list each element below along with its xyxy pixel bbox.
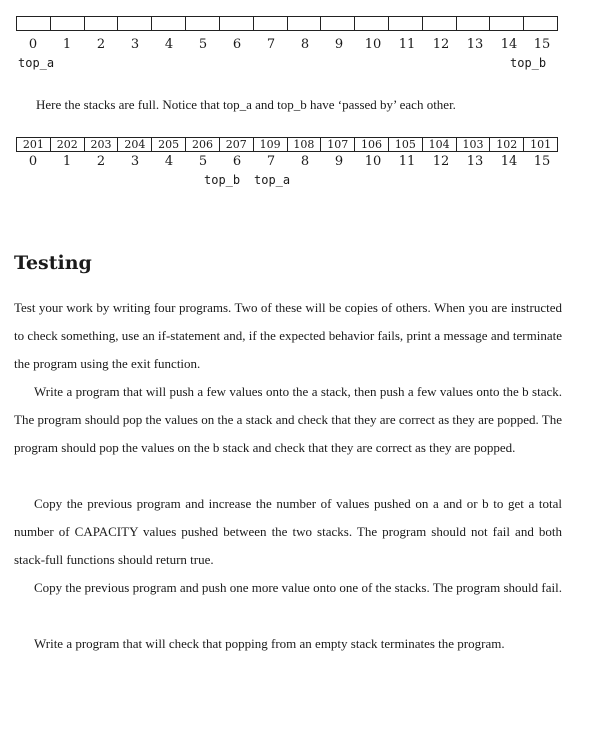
array-cell: 108	[287, 138, 321, 152]
index-label: 3	[130, 154, 140, 169]
array-cell: 207	[219, 138, 253, 152]
index-label: 1	[62, 37, 72, 52]
array-cell	[17, 17, 51, 31]
array-cell: 201	[17, 138, 51, 152]
empty-array	[16, 16, 558, 31]
index-label: 8	[300, 37, 310, 52]
array-cell: 103	[456, 138, 490, 152]
section-title: Testing	[14, 252, 92, 274]
array-cell	[321, 17, 355, 31]
array-cell	[118, 17, 152, 31]
paragraph: Write a program that will push a few values onto the a stack, then push a few values onto the b stack. The program should pop the values on the a stack and check that they are correct as they are popped. The program should pop the values on the b stack and check that they are correct as they are popped.	[14, 384, 562, 455]
index-label: 8	[300, 154, 310, 169]
index-label: 12	[432, 37, 450, 52]
array-cell: 105	[388, 138, 422, 152]
array-cell	[219, 17, 253, 31]
paragraph: Test your work by writing four programs. Two of these will be copies of others. When you are instructed to check something, use an if-statement and, if the expected behavior fails, print a message and terminate the program using the exit function.	[14, 300, 562, 371]
index-label: 3	[130, 37, 140, 52]
array-cell: 206	[186, 138, 220, 152]
index-label: 10	[364, 37, 382, 52]
index-label: 11	[398, 37, 416, 52]
array2-indices	[16, 154, 558, 170]
index-label: 2	[96, 154, 106, 169]
index-label: 5	[198, 37, 208, 52]
array-cell	[456, 17, 490, 31]
index-label: 14	[500, 37, 518, 52]
index-label: 12	[432, 154, 450, 169]
full-stacks-caption: Here the stacks are full. Notice that top_a and top_b have ‘passed by’ each other.	[36, 97, 456, 112]
array-cell	[287, 17, 321, 31]
index-label: 4	[164, 154, 174, 169]
index-label: 6	[232, 37, 242, 52]
top-a-pointer-label: top_a	[254, 173, 291, 187]
index-label: 4	[164, 37, 174, 52]
index-label: 7	[266, 154, 276, 169]
array-cell	[524, 17, 558, 31]
array-cell: 102	[490, 138, 524, 152]
index-label: 10	[364, 154, 382, 169]
array-cell: 202	[50, 138, 84, 152]
array-cell: 104	[422, 138, 456, 152]
array-cell	[422, 17, 456, 31]
index-label: 15	[533, 37, 551, 52]
top-b-pointer-label: top_b	[510, 56, 547, 70]
array-cell	[355, 17, 389, 31]
array-cell: 107	[321, 138, 355, 152]
array-cell: 203	[84, 138, 118, 152]
index-label: 2	[96, 37, 106, 52]
paragraph: Copy the previous program and push one more value onto one of the stacks. The program should fail.	[34, 580, 562, 595]
array-cell: 101	[524, 138, 558, 152]
top-b-pointer-label: top_b	[204, 173, 241, 187]
paragraph: Write a program that will check that popping from an empty stack terminates the program.	[34, 636, 505, 651]
array-cell	[152, 17, 186, 31]
index-label: 6	[232, 154, 242, 169]
array-cell: 205	[152, 138, 186, 152]
index-label: 0	[28, 154, 38, 169]
index-label: 14	[500, 154, 518, 169]
array-cell: 106	[355, 138, 389, 152]
array-cell: 109	[253, 138, 287, 152]
array-cell: 204	[118, 138, 152, 152]
index-label: 11	[398, 154, 416, 169]
array1-indices	[16, 37, 558, 53]
array-cell	[50, 17, 84, 31]
index-label: 5	[198, 154, 208, 169]
index-label: 9	[334, 37, 344, 52]
index-label: 1	[62, 154, 72, 169]
index-label: 7	[266, 37, 276, 52]
index-label: 0	[28, 37, 38, 52]
index-label: 9	[334, 154, 344, 169]
full-array	[16, 137, 558, 152]
index-label: 13	[466, 37, 484, 52]
array-cell	[490, 17, 524, 31]
array-cell	[253, 17, 287, 31]
array-cell	[186, 17, 220, 31]
index-label: 13	[466, 154, 484, 169]
array-cell	[84, 17, 118, 31]
index-label: 15	[533, 154, 551, 169]
array-cell	[388, 17, 422, 31]
top-a-pointer-label: top_a	[18, 56, 55, 70]
paragraph: Copy the previous program and increase the number of values pushed on a and or b to get a total number of CAPACITY values pushed between the two stacks. The program should not fail and both stack-full functions should return true.	[14, 496, 562, 567]
